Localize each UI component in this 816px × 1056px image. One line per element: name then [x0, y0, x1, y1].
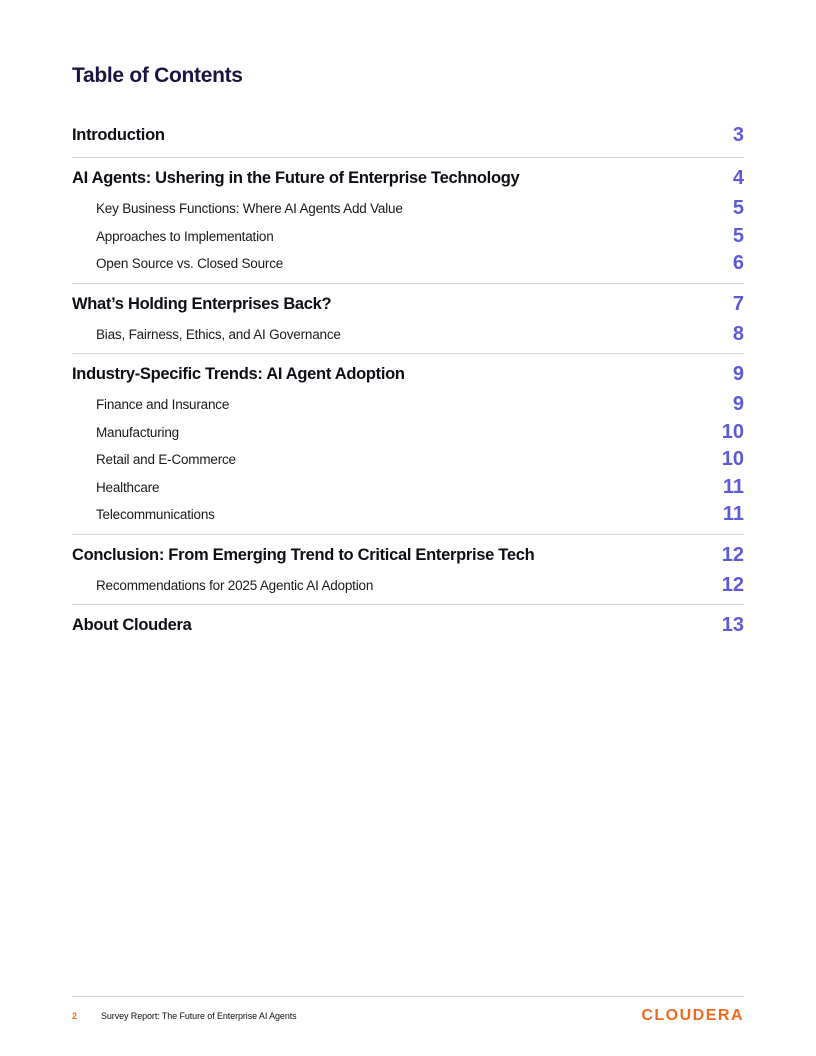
toc-subentry-page: 11 [722, 503, 744, 526]
toc-subentry-page: 5 [732, 197, 744, 220]
toc-subentry-title: Open Source vs. Closed Source [96, 256, 284, 272]
toc-entry-title: About Cloudera [72, 616, 192, 634]
toc-entry-title: AI Agents: Ushering in the Future of Enterprise Technology [72, 169, 520, 187]
toc-entry-title: What’s Holding Enterprises Back? [72, 294, 332, 313]
toc-subentry-page: 5 [732, 224, 744, 247]
toc-subentry-title: Healthcare [96, 479, 160, 495]
footer-divider [72, 996, 744, 997]
toc-section [72, 284, 744, 355]
toc-subentry[interactable] [72, 321, 744, 349]
toc-entry[interactable] [72, 609, 744, 642]
toc-subentry-title: Retail and E-Commerce [96, 452, 236, 468]
toc-entry-page: 7 [732, 292, 744, 315]
toc-subentry[interactable] [72, 572, 744, 600]
toc-subentry-title: Manufacturing [96, 424, 179, 440]
toc-entry-page: 9 [732, 363, 744, 385]
toc-section [72, 535, 744, 606]
toc-subentry[interactable] [72, 195, 744, 223]
toc-subentry[interactable] [72, 501, 744, 529]
toc-subentry-page: 6 [732, 252, 744, 275]
toc-subentry[interactable] [72, 446, 744, 474]
toc-subentry-page: 10 [721, 420, 744, 443]
toc-section [72, 354, 744, 535]
footer-page-number: 2 [72, 1011, 78, 1021]
toc-subentry-page: 12 [721, 573, 744, 596]
toc-subentry[interactable] [72, 419, 744, 447]
table-of-contents [72, 115, 744, 647]
toc-subentry-title: Recommendations for 2025 Agentic AI Adoption [96, 577, 374, 593]
toc-section [72, 158, 744, 284]
footer-report-title: Survey Report: The Future of Enterprise AI Agents [101, 1011, 297, 1021]
toc-subentry-page: 8 [732, 322, 744, 345]
toc-section [72, 115, 744, 158]
toc-subentry[interactable] [72, 391, 744, 419]
toc-entry[interactable] [72, 119, 744, 152]
toc-subentry[interactable] [72, 474, 744, 502]
toc-subentry-title: Key Business Functions: Where AI Agents Add Value [96, 201, 403, 217]
toc-subentry[interactable] [72, 223, 744, 251]
cloudera-logo: CLOUDERA [641, 1007, 744, 1024]
toc-subentry-title: Approaches to Implementation [96, 228, 274, 244]
toc-entry-title: Introduction [72, 126, 165, 144]
toc-entry-title: Industry-Specific Trends: AI Agent Adoption [72, 365, 405, 383]
toc-subentry-page: 9 [732, 393, 744, 416]
toc-section [72, 605, 744, 647]
page-title: Table of Contents [72, 64, 243, 87]
toc-subentry-title: Finance and Insurance [96, 397, 230, 413]
toc-subentry-page: 11 [722, 475, 744, 498]
toc-entry-page: 13 [721, 614, 744, 636]
toc-entry-page: 12 [721, 543, 744, 566]
toc-entry-page: 4 [732, 167, 744, 189]
toc-subentry-title: Telecommunications [96, 507, 215, 523]
toc-entry-title: Conclusion: From Emerging Trend to Critical Enterprise Tech [72, 545, 535, 564]
toc-entry[interactable] [72, 358, 744, 391]
toc-subentry-title: Bias, Fairness, Ethics, and AI Governance [96, 326, 341, 342]
toc-entry[interactable] [72, 539, 744, 572]
toc-entry[interactable] [72, 288, 744, 321]
toc-subentry[interactable] [72, 250, 744, 278]
toc-subentry-page: 10 [721, 448, 744, 471]
toc-entry-page: 3 [732, 124, 744, 146]
toc-entry[interactable] [72, 162, 744, 195]
